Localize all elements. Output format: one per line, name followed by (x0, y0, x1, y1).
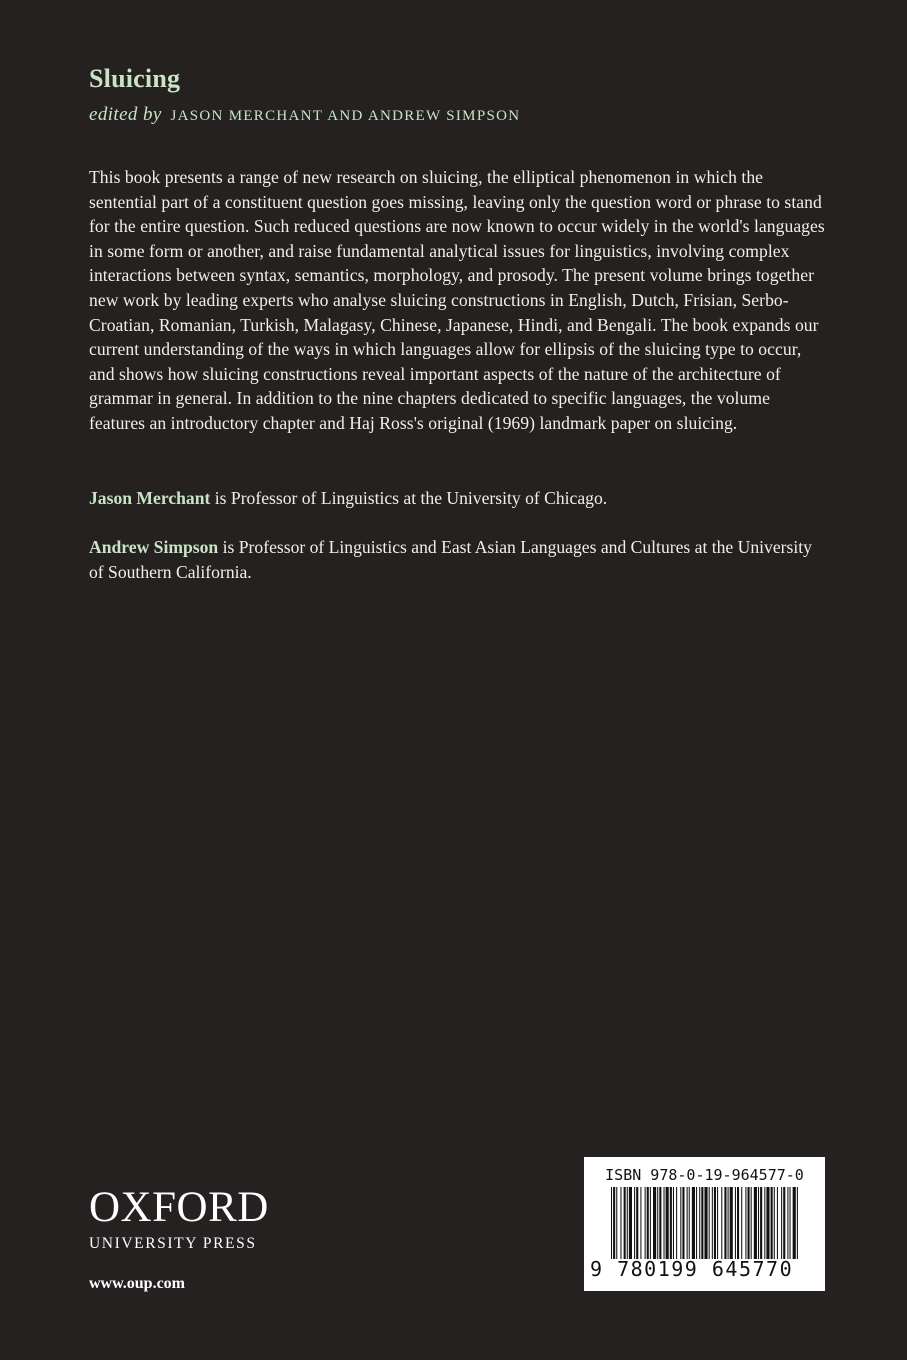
barcode-bar (748, 1187, 750, 1259)
editors-names: JASON MERCHANT AND ANDREW SIMPSON (170, 108, 521, 124)
publisher-website[interactable]: www.oup.com (89, 1275, 186, 1292)
publisher-logo (89, 1186, 299, 1253)
barcode-bar (682, 1187, 684, 1259)
barcode-bar (758, 1187, 759, 1259)
book-title: Sluicing (89, 64, 181, 93)
barcode-bar (627, 1187, 628, 1259)
barcode-bar (659, 1187, 661, 1259)
editors-prefix: edited by (89, 104, 162, 125)
barcode-bar (666, 1187, 669, 1259)
barcode-bar (616, 1187, 617, 1259)
barcode-bar (624, 1187, 626, 1259)
barcode-bar (790, 1187, 791, 1259)
editors-line (89, 104, 520, 126)
barcode-bar (728, 1187, 729, 1259)
barcode-bar (650, 1187, 651, 1259)
barcode-bar (774, 1187, 775, 1259)
barcode-bar (673, 1187, 674, 1259)
barcode-bar (687, 1187, 688, 1259)
barcode-bar (664, 1187, 665, 1259)
barcode-bar (735, 1187, 736, 1259)
barcode-bar (737, 1187, 739, 1259)
barcode-bar (692, 1187, 695, 1259)
barcode-bar (793, 1187, 796, 1259)
barcode-bar (781, 1187, 782, 1259)
barcode-bar (783, 1187, 785, 1259)
barcode-bar (634, 1187, 635, 1259)
barcode-bar (699, 1187, 700, 1259)
barcode-bar (787, 1187, 788, 1259)
barcode-bar (636, 1187, 638, 1259)
barcode-bar (777, 1187, 778, 1259)
barcode-bar (745, 1187, 746, 1259)
barcode-bar (712, 1187, 713, 1259)
barcode-bar (721, 1187, 722, 1259)
barcode-bar (717, 1187, 718, 1259)
author-bio-merchant (89, 486, 829, 511)
barcode-bar (640, 1187, 641, 1259)
barcode-bar (613, 1187, 615, 1259)
barcode-bar (751, 1187, 752, 1259)
barcode-bar (653, 1187, 656, 1259)
isbn-label: ISBN 978-0-19-964577-0 (605, 1166, 804, 1184)
barcode-digits: 9 780199 645770 (590, 1257, 794, 1281)
barcode-bar (701, 1187, 703, 1259)
barcode-bar (696, 1187, 697, 1259)
barcode-bar (611, 1187, 612, 1259)
author-bio-simpson (89, 535, 829, 584)
barcode-bar (764, 1187, 765, 1259)
author-bio-text-merchant: is Professor of Linguistics at the University of Chicago. (210, 488, 608, 508)
publisher-name: OXFORD (89, 1184, 269, 1231)
barcode-bar (771, 1187, 773, 1259)
barcode-bar (657, 1187, 658, 1259)
barcode-bar (741, 1187, 742, 1259)
barcode-bar (766, 1187, 769, 1259)
barcode-bar (645, 1187, 646, 1259)
barcode-bar (647, 1187, 649, 1259)
barcode-bar (714, 1187, 716, 1259)
barcode-bar (680, 1187, 681, 1259)
barcode-bars (611, 1187, 801, 1259)
barcode-bar (724, 1187, 726, 1259)
barcode-bar (689, 1187, 690, 1259)
barcode-bar (797, 1187, 798, 1259)
barcode-bar (629, 1187, 632, 1259)
book-description: This book presents a range of new research on sluicing, the elliptical phenomenon in which the sentential part of a constituent question goes missing, leaving only the question word or phrase to stand for the entire question. Such reduced questions are now known to occur widely in the world's languages in some form or another, and raise fundamental analytical issues for linguistics, involving complex interactions between syntax, semantics, morphology, and prosody. The present volume brings together new work by leading experts who analyse sluicing constructions in English, Dutch, Frisian, Serbo-Croatian, Romanian, Turkish, Malagasy, Chinese, Japanese, Hindi, and Bengali. The book expands our current understanding of the ways in which languages allow for ellipsis of the sluicing type to occur, and shows how sluicing constructions reveal important aspects of the nature of the architecture of grammar in general. In addition to the nine chapters dedicated to specific languages, the volume features an introductory chapter and Haj Ross's original (1969) landmark paper on sluicing. (89, 167, 825, 433)
isbn-barcode (584, 1157, 825, 1291)
author-name-simpson: Andrew Simpson (89, 537, 219, 557)
barcode-bar (709, 1187, 710, 1259)
author-bio-text-simpson: is Professor of Linguistics and East Asian Languages and Cultures at the University of Southern California. (89, 537, 812, 582)
barcode-bar (670, 1187, 672, 1259)
barcode-bar (676, 1187, 677, 1259)
barcode-bar (760, 1187, 762, 1259)
publisher-subname: UNIVERSITY PRESS (89, 1235, 257, 1252)
barcode-bar (704, 1187, 707, 1259)
author-name-merchant: Jason Merchant (89, 488, 211, 508)
barcode-bar (730, 1187, 733, 1259)
barcode-bar (754, 1187, 757, 1259)
barcode-bar (620, 1187, 621, 1259)
